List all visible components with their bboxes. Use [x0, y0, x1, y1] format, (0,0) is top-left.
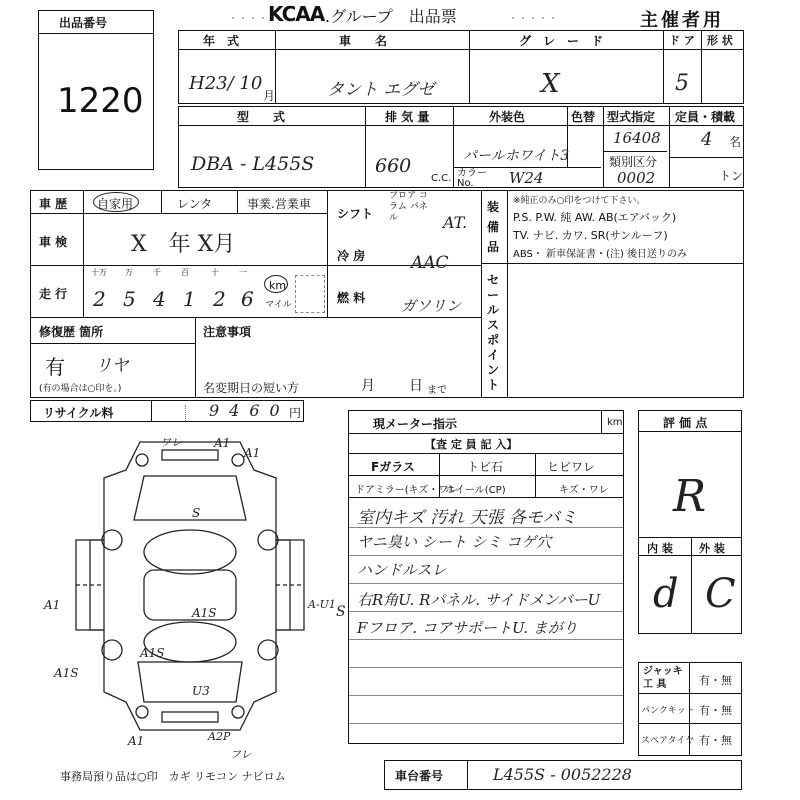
inspector-label: 【査 定 員 記 入】: [425, 438, 518, 451]
business-option: 事業.営業車: [247, 197, 311, 211]
shift-options: フロア コラム パネル: [389, 191, 428, 223]
inspection-label: 車 検: [39, 235, 68, 249]
model-label: 型 式: [237, 110, 286, 124]
form-title: .グループ 出品票: [325, 7, 457, 26]
remark-lines: [349, 497, 623, 743]
glass-label: Fガラス: [371, 460, 415, 474]
remark-3: ハンドルスレ: [357, 561, 447, 579]
capacity-label: 定員・積載: [675, 110, 736, 124]
spare-tire-value: 有・無: [699, 734, 732, 747]
keys-note: 事務局預り品は○印 カギ リモコン ナビロム: [60, 770, 286, 783]
remark-4: 右R角U. Rパネル. サイドメンバーU: [357, 591, 601, 609]
recycle-yen: 円: [289, 406, 302, 420]
rental-option: レンタ: [177, 197, 213, 211]
check-box: [638, 662, 742, 756]
repair-hint: (有の場合は○印を。): [39, 384, 122, 394]
diagram-mark-7: A1S: [54, 666, 79, 680]
wheel-label: ホイール(CP): [445, 485, 506, 496]
persons-unit: 名: [729, 135, 742, 149]
model-value: DBA - L455S: [191, 153, 315, 175]
repair-label: 修復歴 箇所: [39, 325, 104, 339]
color-value: パールホワイト3: [463, 148, 570, 164]
name-change-month: 月: [361, 378, 375, 394]
jack-value: 有・無: [699, 674, 732, 687]
owner-use-label: 主催者用: [640, 10, 724, 31]
exterior-grade: C: [705, 571, 736, 617]
notes-label: 注意事項: [203, 325, 252, 339]
classification-label: 類別区分: [609, 155, 658, 169]
displacement-value: 660: [375, 155, 412, 177]
equipment-line-1: P.S. P.W. 純 AW. AB(エアバック): [513, 211, 677, 224]
recycle-box: [30, 400, 304, 422]
interior-grade: d: [653, 571, 679, 617]
diagram-mark-11: A1: [128, 734, 145, 748]
diagram-mark-14: S: [336, 604, 346, 620]
remark-2: ヤニ臭い シート シミ コゲ穴: [357, 533, 552, 551]
equipment-label: 装備品: [487, 200, 500, 254]
diagram-mark-1: ワレ: [160, 436, 182, 449]
repair-value-note: リヤ: [95, 356, 129, 376]
tons-unit: トン: [719, 169, 744, 183]
name-change-until: まで: [427, 385, 447, 396]
grade-label: グ レ ー ド: [519, 34, 604, 48]
wheel-options: キズ・ワレ: [559, 485, 609, 496]
exterior-color-label: 外装色: [489, 110, 526, 124]
jack-label: ジャッキ 工 具: [643, 666, 683, 690]
history-label: 車 歴: [39, 197, 68, 211]
classification-value: 0002: [617, 169, 656, 187]
fuel-value: ガソリン: [401, 297, 462, 315]
history-block: 車 歴 自家用 レンタ 事業.営業車 車 検 X 年 X月 走 行 十万 万 千 百 十 一 2 5 4 1 2 6 km マイル シフト フロア コラム パネル AT. 冷 房 AAC 燃 料 ガソリン 装備品 ※純正のみ○印をつけて下さい。 P.S. P.W. 純 AW. AB(エアバック) TV. ナビ. カワ. SR(サンルーフ) ABS・ 新車保証書・(注) 後日送りのみ セールスポイント 修復歴 箇所 有 リヤ (有の場合は○印を。) 注意事項 名変期日の短い方 月 日 まで: [30, 190, 744, 398]
capacity-value: 4: [701, 129, 713, 150]
month-unit: 月: [263, 89, 276, 103]
spare-tire-label: スペアタイヤ: [641, 736, 695, 746]
lot-number-box: [38, 10, 154, 170]
name-change-day: 日: [409, 378, 423, 394]
car-damage-diagram: [40, 430, 340, 760]
lot-number: 1220: [57, 81, 144, 121]
grade-score-label: 評 価 点: [663, 416, 708, 430]
remarks-block: [348, 410, 624, 744]
exterior-label: 外 装: [699, 542, 725, 555]
title-dots-left: ・・・・・: [228, 14, 278, 25]
diagram-mark-4: S: [192, 506, 201, 520]
mileage-label: 走 行: [39, 287, 68, 301]
type-designation-value: 16408: [613, 129, 661, 147]
diagram-mark-3: A1: [244, 446, 261, 460]
diagram-mark-13: フレ: [230, 748, 252, 761]
type-designation-label: 型式指定: [607, 110, 656, 124]
diagram-mark-12: A2P: [208, 730, 231, 743]
ac-label: 冷 房: [337, 249, 366, 263]
private-use-circle: [93, 192, 139, 212]
car-name-value: タント エグゼ: [327, 80, 435, 100]
shape-label: 形 状: [707, 34, 733, 47]
row-year-name: [178, 30, 744, 104]
grade-box: [638, 410, 742, 634]
shift-value: AT.: [443, 213, 468, 232]
puncture-kit-value: 有・無: [699, 704, 732, 717]
row-model: [178, 106, 744, 188]
equipment-line-3: ABS・ 新車保証書・(注) 後日送りのみ: [513, 249, 688, 260]
name-change-label: 名変期日の短い方: [203, 381, 300, 395]
car-name-label: 車 名: [339, 34, 388, 48]
brand-logo: KCAA: [268, 2, 325, 26]
doors-value: 5: [675, 71, 689, 96]
mirror-label: ドアミラー(キズ・ワレ: [355, 485, 459, 496]
shift-label: シフト: [337, 207, 374, 221]
cc-unit: C.C.: [431, 173, 452, 184]
equipment-line-2: TV. ナビ. カワ. SR(サンルーフ): [513, 229, 668, 242]
diagram-mark-5: A1: [44, 598, 61, 612]
grade-value: X: [541, 69, 560, 99]
glass-crack: ヒビワレ: [547, 460, 596, 474]
private-use-option: 自家用: [97, 197, 134, 211]
color-no-value: W24: [509, 169, 544, 187]
meter-km: km: [607, 417, 623, 428]
mile-unit: マイル: [265, 300, 292, 310]
interior-label: 内 装: [647, 542, 673, 555]
year-value: H23/ 10: [189, 73, 263, 94]
puncture-kit-label: パンクキット: [641, 706, 695, 716]
mileage-extra-box: [295, 275, 325, 313]
meter-label: 現メーター指示: [373, 417, 458, 431]
sales-point-label: セールスポイント: [487, 273, 500, 392]
glass-chip: トビ石: [467, 460, 504, 474]
remark-5: Fフロア. コアサポートU. まがり: [357, 619, 578, 637]
km-circle: [264, 275, 288, 293]
color-no-label: カラー No.: [457, 168, 487, 189]
vin-box: [384, 760, 742, 790]
fuel-label: 燃 料: [337, 291, 366, 305]
diagram-mark-10: U3: [192, 684, 210, 698]
recycle-label: リサイクル料: [43, 406, 114, 420]
inspection-value: X 年 X月: [131, 232, 236, 257]
equipment-note: ※純正のみ○印をつけて下さい。: [513, 196, 646, 206]
title-dots-right: ・・・・・: [508, 14, 558, 25]
vin-value: L455S - 0052228: [493, 765, 632, 784]
diagram-mark-2: A1: [214, 436, 231, 450]
lot-number-label: 出品番号: [59, 16, 108, 30]
year-label: 年 式: [203, 34, 240, 48]
overall-grade: R: [673, 471, 707, 522]
diagram-mark-8: A-U1: [308, 598, 336, 611]
color-change-label: 色替: [571, 110, 596, 124]
recycle-amount: 9460: [209, 401, 290, 420]
diagram-mark-6: A1S: [192, 606, 217, 620]
displacement-label: 排 気 量: [385, 110, 430, 124]
repair-value: 有: [45, 355, 65, 379]
vin-label: 車台番号: [395, 769, 444, 783]
ac-value: AAC: [411, 253, 449, 273]
km-unit: km: [269, 279, 287, 292]
diagram-mark-9: A1S: [140, 646, 165, 660]
doors-label: ド ア: [669, 34, 695, 47]
remark-1: 室内キズ 汚れ 天張 各モバミ: [357, 508, 577, 528]
